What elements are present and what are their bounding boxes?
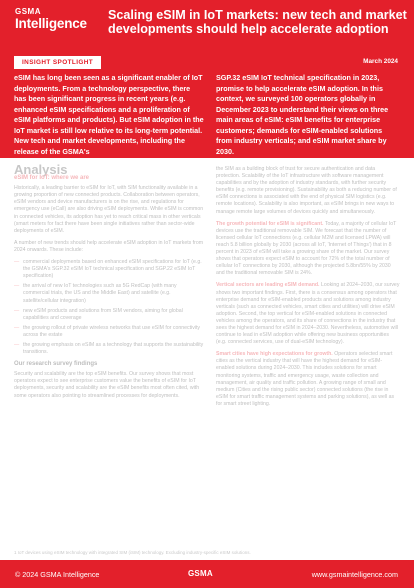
body-paragraph: A number of new trends should help accelerate eSIM adoption in IoT markets from 2024 onwards. These include: xyxy=(14,239,204,253)
section-subheading: eSIM for IoT: where we are xyxy=(14,175,90,182)
footer-bar xyxy=(0,560,414,588)
paragraph-text: Operators selected smart cities as the vertical industry that will have the highest demand for eSIM-enabled solutions during 2024–2030. This includes solutions for smart monitoring systems, traffic and emergency usage, waste collection and management, air quality and traffic pollution. A growing range of small and medium (Cities and the rising public sector) connected solutions (the rise in eSIM for smart traffic management systems and parking solutions), as well as for smart street lighting. xyxy=(216,351,395,407)
paragraph-text: Today, a majority of cellular IoT devices use the traditional removable SIM. We forecast that the number of licensed cellular IoT connections (e.g. cellular M2M and licensed LPWA) will reach 5.8 billion globally by 2030 (across all IoT, 'Internet of Things') that in 8 percent in 2023 of eSIM will take a growing share of the market. Our survey shows that operators expect eSIM to account for 72% of the total number of cellular IoT connections by 2030, although the projected 5.8bn/55% by 2030 and the traditional removable SIM is 24%. xyxy=(216,220,397,277)
logo-gsma-text: GSMA xyxy=(15,7,41,16)
list-item: — new eSIM products and solutions from SIM vendors, aiming for global capabilities and coverage xyxy=(14,308,204,322)
copyright-text: © 2024 GSMA Intelligence xyxy=(15,570,100,579)
body-paragraph: Historically, a leading barrier to eSIM for IoT, with SIM functionality available in a growing proportion of new connected products. Collaboration between operators, eSIM vendors and device manufacturers is on the rise, and regulations for emergency use (eCall) are also driving eSIM deployments. While eSIM is common in connected vehicles, its adoption has yet to reach critical mass in other verticals (smart meters for fact there have been single initiatives rather than sector-wide deployments of eSIM. xyxy=(14,185,204,234)
faded-body xyxy=(0,158,414,558)
gsma-intelligence-logo[interactable] xyxy=(15,7,85,31)
body-paragraph: the SIM as a building block of trust for secure authentication and data protection. Scalability of the IoT infrastructure with software management capabilities and by the adoption of industry standards, with further security benefits (e.g. remote provisioning). Sustainability as both a reducing number of eSIM connections is associated with the end of physical SIM logistics (e.g. remote locations). Scalability is also important, as eSIM brings in new ways to manage remote large volumes of devices quickly and simultaneously. xyxy=(216,166,397,215)
body-paragraph xyxy=(216,221,400,278)
list-item: — the growing rollout of private wireless networks that use eSIM for connectivity across the estate xyxy=(14,325,204,339)
intro-text-left: eSIM has long been seen as a significant enabler of IoT deployments. From a technology perspective, there has been significant progress in recent years (e.g. enhanced eSIM specifications and a proliferation of eSIM platforms and products). But eSIM adoption in the IoT market is still low relative to its long-term potential. New tech and market developments, including the release of the GSMA's xyxy=(14,73,204,156)
body-paragraph: Security and scalability are the top eSIM benefits. Our survey shows that most operators expect to see enterprise customers value the benefits of eSIM for IoT deployments, security and scalability are the eSIM benefits most often cited, with some operators also pointing to streamlined processes for deployments. xyxy=(14,371,200,399)
list-item: — the arrival of new IoT technologies such as 5G RedCap (with many commercial trials, the US and the Middle East) and satellite (e.g. satellite/cellular integration) xyxy=(14,283,204,304)
trend-list xyxy=(14,259,204,356)
list-item: — the growing emphasis on eSIM as a technology that supports the sustainability transitions. xyxy=(14,342,204,356)
body-paragraph xyxy=(216,282,400,346)
insight-spotlight-tag: INSIGHT SPOTLIGHT xyxy=(14,56,101,69)
gsma-logo[interactable]: GSMA xyxy=(188,569,213,578)
analysis-heading: Analysis xyxy=(14,162,68,177)
body-column-right xyxy=(216,166,400,413)
intro-text-right: SGP.32 eSIM IoT technical specification in 2023, promise to help accelerate eSIM adoption. In this context, we surveyed 100 operators globally in December 2023 to understand their views on three main areas of eSIM: eSIM benefits for enterprise customers; demands for eSIM-enabled solutions from industry verticals; and eSIM market share by 2030. xyxy=(216,73,389,156)
website-link[interactable]: www.gsmaintelligence.com xyxy=(311,570,398,579)
footnote: 1 IoT devices using eSIM technology with integrated SIM (iSIM) technology. Excluding industry-specific eSIM solutions. xyxy=(14,550,251,555)
body-paragraph xyxy=(216,351,400,408)
findings-heading: Our research survey findings xyxy=(14,361,98,368)
publication-date: March 2024 xyxy=(363,58,398,65)
paragraph-lead: Smart cities have high expectations for growth. xyxy=(216,351,333,358)
intro-banner xyxy=(0,52,414,158)
header-bar xyxy=(0,0,414,52)
logo-intelligence-text: Intelligence xyxy=(15,16,87,31)
report-title: Scaling eSIM in IoT markets: new tech and market developments should help accelerate adoption xyxy=(108,8,407,36)
list-item: — commercial deployments based on enhanced eSIM specifications for IoT (e.g. the GSMA's SGP.32 eSIM IoT technical specification and SGP.22 eSIM IoT specification) xyxy=(14,259,204,280)
paragraph-lead: The growth potential for eSIM is significant. xyxy=(216,220,324,227)
body-column-left xyxy=(14,162,204,405)
paragraph-lead: Vertical sectors are leading eSIM demand. xyxy=(216,282,320,289)
paragraph-text: Looking at 2024–2030, our survey shows two important findings. First, there is a consensus among operators that enterprise demand for eSIM-enabled products and solutions among industry verticals (such as connected vehicles, smart cities and utilities) will drive eSIM adoption. Second, the top vertical for eSIM-enabled solutions in connected vehicles among the operators, and its share of connections in the industry that sees the highest demand for eSIM in 2024–2030. Nevertheless, automotive will continue to lead in eSIM adoption while offering new business opportunities (e.g. connected services, use of dual-eSIM technology). xyxy=(216,282,400,346)
